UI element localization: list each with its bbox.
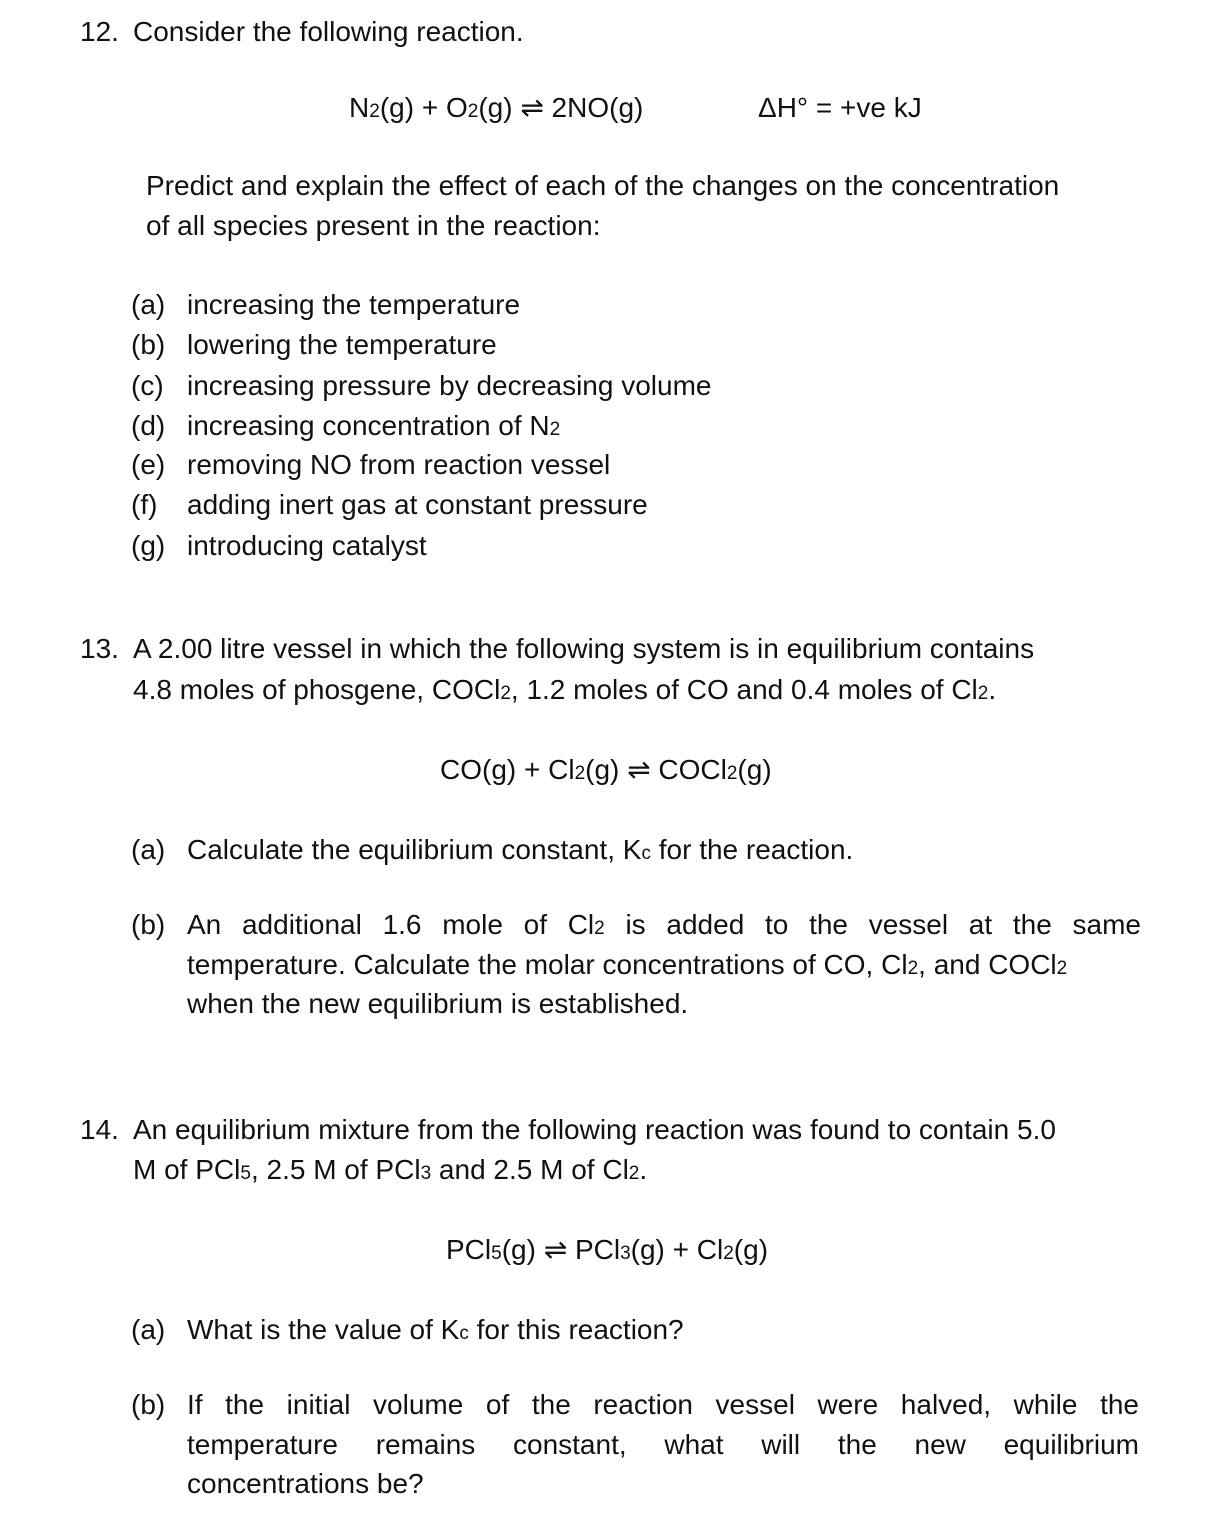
reaction-equation: CO(g) + Cl2(g) ⇌ COCl2(g): [440, 754, 772, 785]
option-label: (a): [131, 289, 166, 320]
reaction-equation: N2(g) + O2(g) ⇌ 2NO(g): [349, 92, 644, 123]
part-text-line: If the initial volume of the reaction vessel were halved, while the: [187, 1389, 1139, 1420]
part-text-line: concentrations be?: [187, 1468, 424, 1499]
option-label: (d): [131, 410, 166, 441]
question-text-line: 4.8 moles of phosgene, COCl2, 1.2 moles of CO and 0.4 moles of Cl2.: [133, 674, 997, 705]
option-text: removing NO from reaction vessel: [187, 449, 611, 480]
prompt-line: of all species present in the reaction:: [146, 210, 601, 241]
enthalpy-change: ΔH° = +ve kJ: [758, 92, 922, 123]
part-text: Calculate the equilibrium constant, Kc for the reaction.: [187, 834, 854, 865]
question-number: 13.: [80, 633, 119, 664]
part-text-line: temperature. Calculate the molar concentrations of CO, Cl2, and COCl2: [187, 949, 1068, 980]
part-label: (b): [131, 909, 166, 940]
part-label: (a): [131, 1314, 166, 1345]
question-text-line: An equilibrium mixture from the following reaction was found to contain 5.0: [133, 1114, 1056, 1145]
part-text-line: temperature remains constant, what will the new equilibrium: [187, 1429, 1139, 1460]
question-number: 14.: [80, 1114, 119, 1145]
question-number: 12.: [80, 16, 119, 47]
part-label: (a): [131, 834, 166, 865]
question-title: Consider the following reaction.: [133, 16, 524, 47]
question-text-line: A 2.00 litre vessel in which the following system is in equilibrium contains: [133, 633, 1035, 664]
option-label: (f): [131, 489, 158, 520]
option-text: lowering the temperature: [187, 329, 497, 360]
option-text: adding inert gas at constant pressure: [187, 489, 648, 520]
prompt-line: Predict and explain the effect of each of the changes on the concentration: [146, 170, 1060, 201]
part-text-line: when the new equilibrium is established.: [187, 988, 689, 1019]
option-label: (c): [131, 370, 164, 401]
part-text: What is the value of Kc for this reaction?: [187, 1314, 684, 1345]
option-text: increasing concentration of N2: [187, 410, 561, 441]
reaction-equation: PCl5(g) ⇌ PCl3(g) + Cl2(g): [446, 1234, 769, 1265]
question-text-line: M of PCl5, 2.5 M of PCl3 and 2.5 M of Cl2.: [133, 1154, 648, 1185]
option-label: (g): [131, 530, 166, 561]
option-label: (e): [131, 449, 166, 480]
part-text-line: An additional 1.6 mole of Cl2 is added to the vessel at the same: [187, 909, 1141, 940]
part-label: (b): [131, 1389, 166, 1420]
option-text: increasing the temperature: [187, 289, 521, 320]
option-label: (b): [131, 329, 166, 360]
option-text: increasing pressure by decreasing volume: [187, 370, 712, 401]
option-text: introducing catalyst: [187, 530, 427, 561]
